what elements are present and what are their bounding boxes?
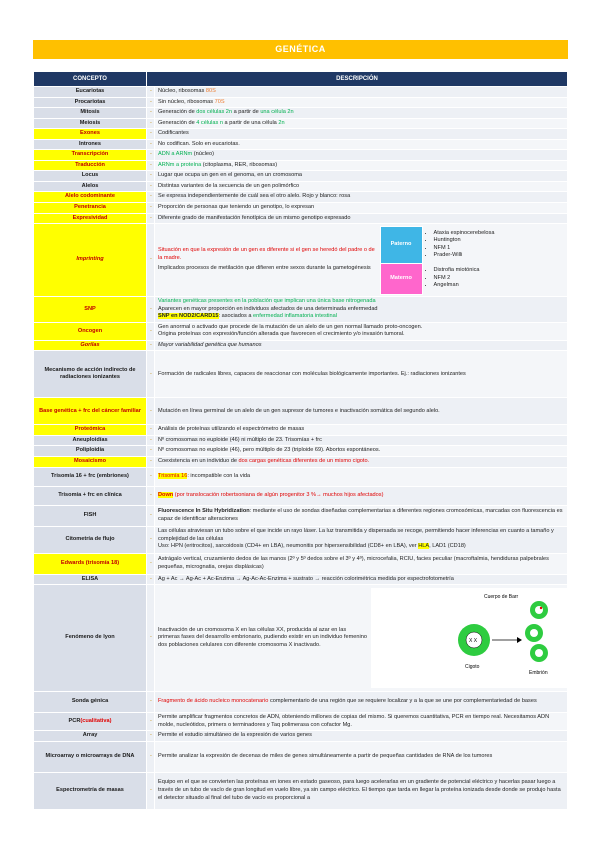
bullet-icon: - xyxy=(147,203,155,214)
list-item: • Prader-Willi xyxy=(434,252,565,260)
bullet-icon: - xyxy=(147,457,155,468)
term-cell: ELISA xyxy=(34,574,147,585)
bullet-icon: - xyxy=(147,553,155,574)
term-cell: Gorilas xyxy=(34,340,147,351)
arrow-icon: → xyxy=(179,575,185,582)
bullet-icon: - xyxy=(147,322,155,340)
table-row xyxy=(34,322,568,340)
desc-cell: Nº cromosomas no euploide (46) ni múltiplo de 23. Trisomías + frc xyxy=(155,435,568,446)
arrow-icon xyxy=(517,637,522,643)
term-cell: Poliploidía xyxy=(34,446,147,457)
term-cell: Mecanismo de acción indirecto de radiaciones ionizantes xyxy=(34,351,147,398)
term-cell: Edwards (trisomía 18) xyxy=(34,553,147,574)
bullet-icon: - xyxy=(147,97,155,108)
materno-list xyxy=(426,267,565,290)
bullet-icon: - xyxy=(147,425,155,436)
table-row xyxy=(34,351,568,398)
desc-cell: Mayor variabilidad genética que humanos xyxy=(155,340,568,351)
table-row xyxy=(34,713,568,731)
arrow-icon: → xyxy=(314,575,321,582)
term-cell: Array xyxy=(34,731,147,742)
desc-cell: Down (por translocación robertsoniana de algún progenitor 3 %→ muchos hijos afectados) xyxy=(155,486,568,505)
bullet-icon: - xyxy=(147,139,155,150)
table-row xyxy=(34,692,568,713)
diagram-label-right: Embrión xyxy=(529,670,548,677)
table-row xyxy=(34,213,568,224)
table-row xyxy=(34,741,568,772)
desc-cell: Fluorescence In Situ Hybridization: mediante el uso de sondas diseñadas complementarias a diferentes regiones cromosómicas, marcadas con fluorescencia es capaz de identificar alteraciones xyxy=(155,505,568,526)
table-row xyxy=(34,446,568,457)
header-concepto: CONCEPTO xyxy=(34,72,147,87)
table-row xyxy=(34,87,568,98)
embryo-nucleus xyxy=(535,649,543,657)
table-row xyxy=(34,425,568,436)
table-row xyxy=(34,139,568,150)
term-cell: Imprinting xyxy=(34,224,147,297)
desc-cell: Lugar que ocupa un gen en el genoma, en un cromosoma xyxy=(155,171,568,182)
bullet-icon: - xyxy=(147,351,155,398)
table-row xyxy=(34,224,568,297)
lyon-diagram-svg xyxy=(371,588,567,688)
table-row xyxy=(34,486,568,505)
table-row xyxy=(34,297,568,323)
diagram-label-left: Cigoto xyxy=(465,664,480,671)
list-item: • NFM 1 xyxy=(434,245,565,253)
bullet-icon: - xyxy=(147,87,155,98)
term-cell: Trisomía 16 + frc (embriones) xyxy=(34,467,147,486)
term-cell: Citometría de flujo xyxy=(34,526,147,553)
desc-cell: Permite amplificar fragmentos concretos de ADN, obteniendo millones de copias del mismo. Si queremos cuantitativa, PCR en tiempo real. Necesitamos ADN molde, nucleótidos, primers o terminadores y Taq polimerasa con cofactor Mg. xyxy=(155,713,568,731)
desc-cell: Generación de 4 células n a partir de una célula 2n xyxy=(155,118,568,129)
term-cell: Alelo codominante xyxy=(34,192,147,203)
term-cell: Traducción xyxy=(34,160,147,171)
header-descripcion: DESCRIPCIÓN xyxy=(147,72,568,87)
term-cell: Espectrometría de masas xyxy=(34,772,147,809)
table-row xyxy=(34,553,568,574)
bullet-icon: - xyxy=(147,505,155,526)
bullet-icon: - xyxy=(147,224,155,297)
materno-label: Materno xyxy=(380,263,422,294)
table-row xyxy=(34,526,568,553)
bullet-icon: - xyxy=(147,171,155,182)
bullet-icon: - xyxy=(147,129,155,140)
desc-cell: Sin núcleo, ribosomas 70S xyxy=(155,97,568,108)
desc-cell: Permite el estudio simultáneo de la expresión de varios genes xyxy=(155,731,568,742)
bullet-icon: - xyxy=(147,526,155,553)
term-cell: Alelos xyxy=(34,181,147,192)
page-title: GENÉTICA xyxy=(33,40,568,59)
desc-cell: ARNm a proteína (citoplasma, RER, ribosomas) xyxy=(155,160,568,171)
table-row xyxy=(34,181,568,192)
term-cell: Base genética + frc del cáncer familiar xyxy=(34,398,147,425)
list-item: • Distrofia miotónica xyxy=(434,267,565,275)
bullet-icon: - xyxy=(147,574,155,585)
list-item: • Angelman xyxy=(434,282,565,290)
desc-cell: Diferente grado de manifestación fenotípica de un mismo genotipo expresado xyxy=(155,213,568,224)
lyon-diagram xyxy=(371,588,567,688)
table-row xyxy=(34,772,568,809)
term-cell: PCR(cualitativa) xyxy=(34,713,147,731)
bullet-icon: - xyxy=(147,150,155,161)
desc-cell: Coexistencia en un individuo de dos cargas genéticas diferentes de un mismo cigoto. xyxy=(155,457,568,468)
desc-cell: Codificantes xyxy=(155,129,568,140)
desc-cell: Núcleo, ribosomas 80S xyxy=(155,87,568,98)
desc-cell: Nº cromosomas no euploide (46), pero múltiplo de 23 (triploide 69). Abortos espontáneos. xyxy=(155,446,568,457)
bullet-icon: - xyxy=(147,340,155,351)
term-cell: Procariotas xyxy=(34,97,147,108)
bullet-icon: - xyxy=(147,297,155,323)
bullet-icon: - xyxy=(147,446,155,457)
table-row xyxy=(34,398,568,425)
bullet-icon: - xyxy=(147,772,155,809)
desc-cell: Gen anormal o activado que procede de la mutación de un alelo de un gen normal llamado proto-oncogen. Origina proteínas con expresión/función alterada que favorecen el crecimiento y/o invasión tumoral. xyxy=(155,322,568,340)
table-row xyxy=(34,467,568,486)
term-cell: Expresividad xyxy=(34,213,147,224)
bullet-icon: - xyxy=(147,467,155,486)
desc-cell: No codifican. Solo en eucariotas. xyxy=(155,139,568,150)
list-item: • NFM 2 xyxy=(434,275,565,283)
imprinting-text-b: Implicados procesos de metilación que difieren entre sexos durante la gametogénesis xyxy=(158,265,371,272)
bullet-icon: - xyxy=(147,108,155,119)
embryo-nucleus xyxy=(530,629,538,637)
table-row xyxy=(34,435,568,446)
table-row xyxy=(34,97,568,108)
term-cell: Intrones xyxy=(34,139,147,150)
table-row xyxy=(34,129,568,140)
desc-cell xyxy=(155,585,568,692)
term-cell: Transcripción xyxy=(34,150,147,161)
table-row xyxy=(34,340,568,351)
term-cell: Penetrancia xyxy=(34,203,147,214)
table-row xyxy=(34,150,568,161)
bullet-icon: - xyxy=(147,692,155,713)
diagram-label-top: Cuerpo de Barr xyxy=(484,594,519,601)
desc-cell: Variantes genéticas presentes en la población que implican una única base nitrogenada Aparecen en mayor proporción en individuos afectados de una determinada enfermedad SNP en NOD2/CARD15: asociados a enfermedad inflamatoria intestinal xyxy=(155,297,568,323)
term-cell: FISH xyxy=(34,505,147,526)
term-cell: Sonda génica xyxy=(34,692,147,713)
desc-cell: Formación de radicales libres, capaces de reaccionar con moléculas biológicamente importantes. Ej.: radiaciones ionizantes xyxy=(155,351,568,398)
desc-cell: Ag + Ac → Ag-Ac + Ac-Enzima → Ag-Ac-Ac-Enzima + sustrato → reacción colorimétrica medida por espectrofotometría xyxy=(155,574,568,585)
bullet-icon: - xyxy=(147,213,155,224)
barr-body xyxy=(540,607,542,609)
table-row xyxy=(34,505,568,526)
table-row xyxy=(34,160,568,171)
table-row xyxy=(34,731,568,742)
desc-cell: Proporción de personas que teniendo un genotipo, lo expresan xyxy=(155,203,568,214)
arrow-icon: → xyxy=(235,575,242,582)
desc-cell: Equipo en el que se convierten las proteínas en iones en estado gaseoso, para luego acelerarlas en un gradiente de potencial eléctrico y hacerlas pasar luego a través de un tubo de vacío de gran longitud en vuelo libre, ya sin campo eléctrico. El tiempo que tarda en llegar la proteína ionizada desde donde se produjo hasta el detector situado al final del tubo de vacío es proporcional a xyxy=(155,772,568,809)
bullet-icon: - xyxy=(147,181,155,192)
bullet-icon: - xyxy=(147,192,155,203)
desc-cell: Permite analizar la expresión de decenas de miles de genes simultáneamente a partir de pequeñas cantidades de RNA de los tumores xyxy=(155,741,568,772)
table-row xyxy=(34,203,568,214)
bullet-icon: - xyxy=(147,435,155,446)
desc-cell: Se expresa independientemente de cuál sea el otro alelo. Rojo y blanco: rosa xyxy=(155,192,568,203)
term-cell: Oncogen xyxy=(34,322,147,340)
term-cell: Trisomía + frc en clínica xyxy=(34,486,147,505)
term-cell: Mitosis xyxy=(34,108,147,119)
imprinting-text-a: Situación en que la expresión de un gen es diferente si el gen se heredó del padre o de la madre. xyxy=(158,247,375,261)
table-row xyxy=(34,108,568,119)
desc-cell: Distintas variantes de la secuencia de un gen polimórfico xyxy=(155,181,568,192)
table-row xyxy=(34,457,568,468)
desc-cell: Fragmento de ácido nucleico monocatenario complementario de una región que se requiere localizar y a la que se une por complementariedad de bases xyxy=(155,692,568,713)
table-row xyxy=(34,171,568,182)
bullet-icon: - xyxy=(147,160,155,171)
desc-cell: Análisis de proteínas utilizando el espectrómetro de masas xyxy=(155,425,568,436)
genetics-table xyxy=(33,71,568,810)
bullet-icon: - xyxy=(147,731,155,742)
term-cell: Eucariotas xyxy=(34,87,147,98)
desc-cell: Trisomía 16: incompatible con la vida xyxy=(155,467,568,486)
desc-cell: Las células atraviesan un tubo sobre el que incide un rayo láser. La luz transmitida y dispersada se recoge, permitiendo hacer inferencias en cuanto a tamaño y complejidad de las células Uso: HPN (eritrocitos), sarcoidosis (CD4+ en LBA), neumonitis por hipersensibilidad (CD8+ en LBA), ver HLA, LAD1 (CD18) xyxy=(155,526,568,553)
paterno-list xyxy=(426,230,565,260)
term-cell: Meiosis xyxy=(34,118,147,129)
desc-cell: Mutación en línea germinal de un alelo de un gen supresor de tumores e inactivación somática del segundo alelo. xyxy=(155,398,568,425)
arrow-icon: → xyxy=(315,491,322,498)
table-row xyxy=(34,574,568,585)
paterno-label: Paterno xyxy=(380,226,422,263)
term-cell: Microarray o microarrays de DNA xyxy=(34,741,147,772)
desc-cell: Astrágalo vertical, cruzamiento dedos de las manos (2º y 5º dedos sobre el 3º y 4º), microcefalia, RCIU, facies peculiar (macroftalmia, hendiduras palpebrales pequeñas, micrognatia, orejas displásicas) xyxy=(155,553,568,574)
term-cell: SNP xyxy=(34,297,147,323)
bullet-icon: - xyxy=(147,585,155,692)
zygote-label: X X xyxy=(469,638,478,645)
bullet-icon: - xyxy=(147,741,155,772)
table-row xyxy=(34,118,568,129)
bullet-icon: - xyxy=(147,713,155,731)
lyon-text: Inactivación de un cromosoma X en las células XX, producida al azar en las primeras fases del desarrollo embrionario, pudiendo existir en un individuo femenino dos poblaciones celulares con diferente cromosoma X inactivado. xyxy=(158,626,367,648)
term-cell: Locus xyxy=(34,171,147,182)
term-cell: Exones xyxy=(34,129,147,140)
term-cell: Mosaicismo xyxy=(34,457,147,468)
desc-cell: Generación de dos células 2n a partir de una célula 2n xyxy=(155,108,568,119)
list-item: • Huntington xyxy=(434,237,565,245)
term-cell: Fenómeno de lyon xyxy=(34,585,147,692)
bullet-icon: - xyxy=(147,398,155,425)
table-row xyxy=(34,585,568,692)
table-row xyxy=(34,192,568,203)
bullet-icon: - xyxy=(147,486,155,505)
list-item: • Ataxia espinocerebelosa xyxy=(434,230,565,238)
term-cell: Proteómica xyxy=(34,425,147,436)
desc-cell xyxy=(155,224,568,297)
bullet-icon: - xyxy=(147,118,155,129)
term-cell: Aneuploidías xyxy=(34,435,147,446)
desc-cell: ADN a ARNm (núcleo) xyxy=(155,150,568,161)
table-header-row xyxy=(34,72,568,87)
